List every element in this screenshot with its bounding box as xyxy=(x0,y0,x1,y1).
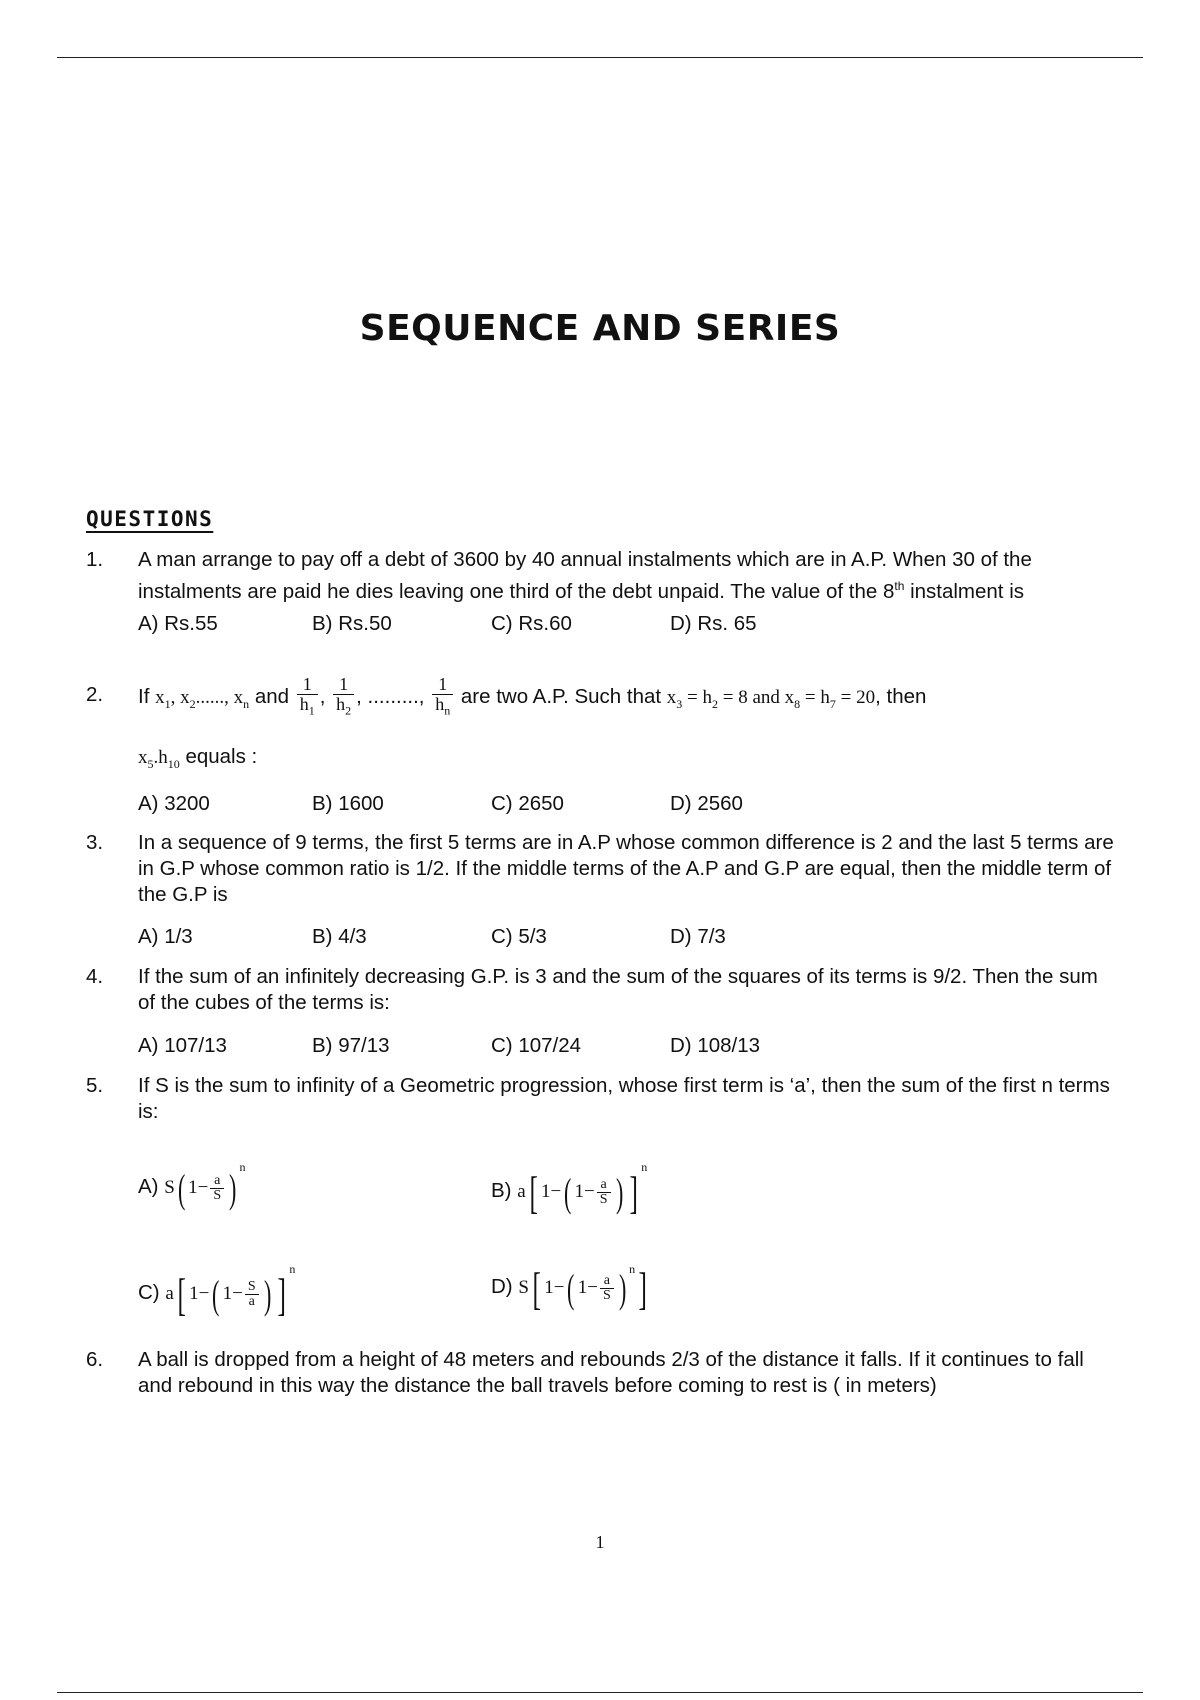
option-b[interactable]: B) 4/3 xyxy=(312,925,367,948)
option-d[interactable]: D) 108/13 xyxy=(670,1034,761,1057)
question-text: If $x_1$, $x_2$......, $x_n$ and $\frac{1}{h_1}$ , $\frac{1}{h_2}$ , ........., $\frac{1}{h_n}$ are two A.P. Such that $x_3 = h_2 = 8$ and $x_8 = h_7 = 20$, then xyxy=(138,668,1116,733)
questions-heading: QUESTIONS xyxy=(86,507,214,531)
math-option-c: a[ 1−( 1− $\frac{S}{a}$ ) ] $^n$ xyxy=(165,1262,296,1320)
option-d[interactable]: D) Rs. 65 xyxy=(670,612,757,635)
page-number: 1 xyxy=(595,1532,605,1552)
bottom-rule xyxy=(57,1692,1143,1693)
option-d[interactable]: D) 7/3 xyxy=(670,925,726,948)
question-text: A ball is dropped from a height of 48 meters and rebounds 2/3 of the distance it falls. If it continues to fall and rebound in this way the distance the ball travels before coming to rest is ( in meters) xyxy=(138,1348,1084,1397)
option-a[interactable]: A) 1/3 xyxy=(138,925,193,948)
page-title: SEQUENCE AND SERIES xyxy=(359,308,841,349)
option-c[interactable]: C) a[ 1−( 1− $\frac{S}{a}$ ) ] $^n$ xyxy=(138,1262,296,1320)
option-a[interactable]: A) Rs.55 xyxy=(138,612,218,635)
math-x5-h10: $x_5.h_{10}$ xyxy=(138,747,180,771)
question-number: 6. xyxy=(86,1348,104,1371)
question-text: A man arrange to pay off a debt of 3600 by 40 annual instalments which are in A.P. When 30 of the instalments are paid he dies leaving one third of the debt unpaid. The value of the 8th instalment is xyxy=(138,548,1032,603)
math-condition: $x_3 = h_2 = 8$ and $x_8 = h_7 = 20$ xyxy=(666,687,876,711)
question-1 xyxy=(86,547,1116,605)
fraction-1-over-h2: $\frac{1}{h_2}$ xyxy=(333,675,354,721)
question-3 xyxy=(86,830,1116,908)
option-c[interactable]: C) Rs.60 xyxy=(491,612,572,635)
question-number: 4. xyxy=(86,965,104,988)
fraction-1-over-h1: $\frac{1}{h_1}$ xyxy=(297,675,318,721)
fraction-1-over-hn: $\frac{1}{h_n}$ xyxy=(432,675,453,721)
question-5 xyxy=(86,1073,1116,1125)
math-x-sequence: $x_1$, $x_2$......, $x_n$ xyxy=(155,687,250,711)
option-b[interactable]: B) 97/13 xyxy=(312,1034,390,1057)
question-text: If the sum of an infinitely decreasing G.P. is 3 and the sum of the squares of its terms is 9/2. Then the sum of the cubes of the terms is: xyxy=(138,965,1098,1014)
question-6 xyxy=(86,1347,1116,1399)
option-c[interactable]: C) 2650 xyxy=(491,792,564,815)
option-c[interactable]: C) 5/3 xyxy=(491,925,547,948)
question-2-continued: $x_5.h_{10}$ equals : xyxy=(138,745,258,771)
question-number: 1. xyxy=(86,548,104,571)
question-2 xyxy=(86,668,1116,728)
option-c[interactable]: C) 107/24 xyxy=(491,1034,582,1057)
question-number: 5. xyxy=(86,1074,104,1097)
question-text: If S is the sum to infinity of a Geometric progression, whose first term is ‘a’, then the sum of the first n terms is: xyxy=(138,1074,1110,1123)
option-b[interactable]: B) Rs.50 xyxy=(312,612,392,635)
option-b[interactable]: B) a[ 1−( 1− $\frac{a}{S}$ ) ] $^n$ xyxy=(491,1160,648,1218)
option-d[interactable]: D) S[ 1−( 1− $\frac{a}{S}$ ) $^n$] xyxy=(491,1262,650,1312)
option-a[interactable]: A) 107/13 xyxy=(138,1034,227,1057)
question-number: 2. xyxy=(86,683,104,706)
option-b[interactable]: B) 1600 xyxy=(312,792,384,815)
math-option-a: S( 1− $\frac{a}{S}$ ) $^n$ xyxy=(164,1160,246,1211)
math-option-b: a[ 1−( 1− $\frac{a}{S}$ ) ] $^n$ xyxy=(517,1160,648,1218)
option-a[interactable]: A) S( 1− $\frac{a}{S}$ ) $^n$ xyxy=(138,1160,246,1211)
question-text: In a sequence of 9 terms, the first 5 terms are in A.P whose common difference is 2 and the last 5 terms are in G.P whose common ratio is 1/2. If the middle terms of the A.P and G.P are equal, then the middle term of the G.P is xyxy=(138,831,1114,906)
option-d[interactable]: D) 2560 xyxy=(670,792,743,815)
top-rule xyxy=(57,57,1143,58)
math-option-d: S[ 1−( 1− $\frac{a}{S}$ ) $^n$] xyxy=(518,1262,648,1314)
question-4 xyxy=(86,964,1116,1016)
question-number: 3. xyxy=(86,831,104,854)
option-a[interactable]: A) 3200 xyxy=(138,792,210,815)
